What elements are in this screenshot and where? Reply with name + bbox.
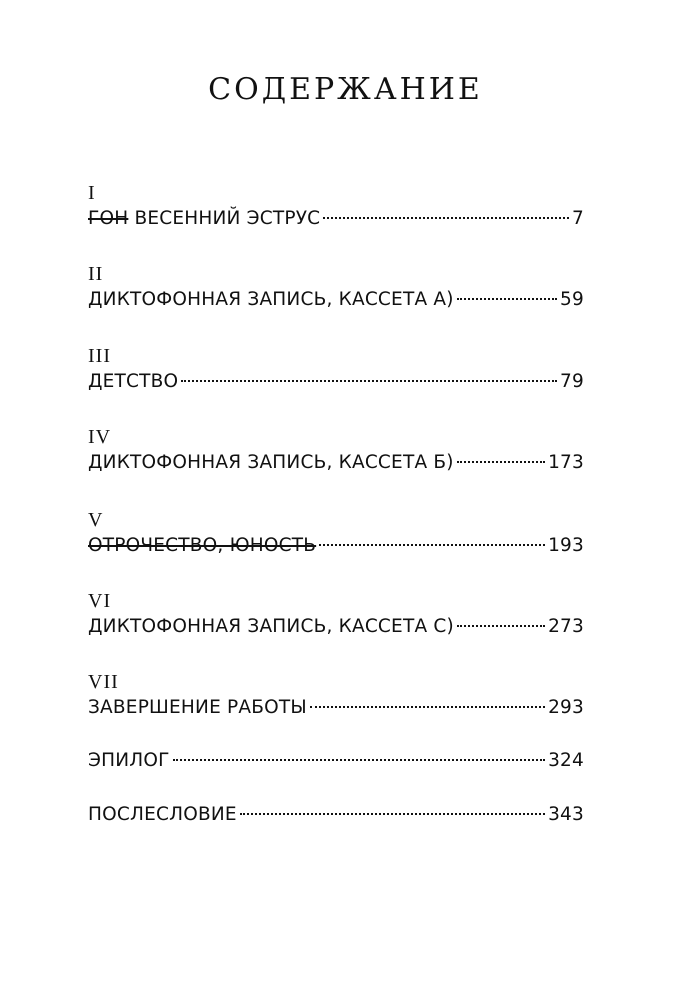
- struck-title: ГОН: [88, 208, 129, 229]
- part-numeral: VII: [88, 671, 119, 693]
- page-number: 343: [548, 804, 584, 825]
- page-number: 324: [548, 750, 584, 771]
- dot-leader: [457, 625, 545, 627]
- dot-leader: [181, 380, 557, 382]
- dot-leader: [240, 813, 545, 815]
- dot-leader: [319, 544, 545, 546]
- page-title: СОДЕРЖАНИЕ: [208, 72, 483, 107]
- toc-entry-epilogue[interactable]: [88, 746, 584, 776]
- toc-entry-3[interactable]: [88, 345, 584, 397]
- toc-entry-2[interactable]: [88, 263, 584, 315]
- entry-title: ДЕТСТВО: [88, 371, 179, 392]
- toc-entry-4[interactable]: [88, 426, 584, 478]
- dot-leader: [310, 706, 545, 708]
- page-number: 7: [572, 208, 584, 229]
- dot-leader: [457, 298, 557, 300]
- part-numeral: IV: [88, 426, 112, 448]
- toc-entry-afterword[interactable]: [88, 800, 584, 830]
- part-numeral: VI: [88, 590, 112, 612]
- dot-leader: [173, 759, 545, 761]
- entry-title: ДИКТОФОННАЯ ЗАПИСЬ, КАССЕТА А): [88, 289, 454, 310]
- part-numeral: V: [88, 509, 104, 531]
- page-number: 193: [548, 535, 584, 556]
- entry-title: ДИКТОФОННАЯ ЗАПИСЬ, КАССЕТА Б): [88, 452, 454, 473]
- part-numeral: III: [88, 345, 111, 367]
- toc-entry-6[interactable]: [88, 590, 584, 642]
- page-number: 79: [560, 371, 584, 392]
- entry-title: ЭПИЛОГ: [88, 750, 170, 771]
- page-number: 59: [560, 289, 584, 310]
- page-number: 293: [548, 697, 584, 718]
- toc-entry-1[interactable]: [88, 182, 584, 234]
- toc-entry-7[interactable]: [88, 671, 584, 723]
- dot-leader: [323, 217, 569, 219]
- dot-leader: [457, 461, 545, 463]
- page-number: 273: [548, 616, 584, 637]
- part-numeral: I: [88, 182, 96, 204]
- entry-title: ДИКТОФОННАЯ ЗАПИСЬ, КАССЕТА С): [88, 616, 454, 637]
- entry-title: ЗАВЕРШЕНИЕ РАБОТЫ: [88, 697, 307, 718]
- page-number: 173: [548, 452, 584, 473]
- toc-entry-5[interactable]: [88, 509, 584, 561]
- entry-title: ВЕСЕННИЙ ЭСТРУС: [134, 208, 321, 229]
- part-numeral: II: [88, 263, 104, 285]
- struck-title: ОТРОЧЕСТВО, ЮНОСТЬ: [88, 535, 317, 556]
- entry-title: ПОСЛЕСЛОВИЕ: [88, 804, 237, 825]
